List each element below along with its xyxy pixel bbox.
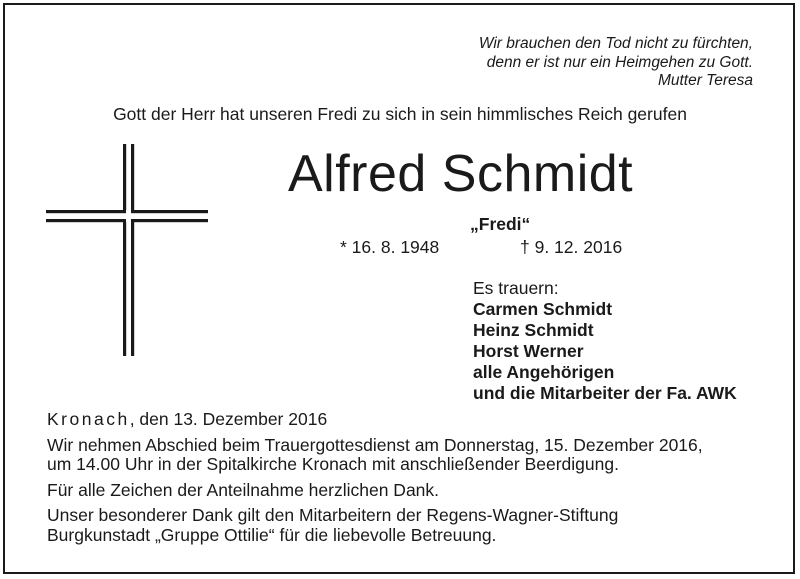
mourners-list <box>473 278 737 404</box>
birth-date: * 16. 8. 1948 <box>340 237 440 257</box>
deceased-name: Alfred Schmidt <box>288 145 634 203</box>
mourners-intro: Es trauern: <box>473 278 559 298</box>
quote <box>479 35 753 91</box>
special-thanks-line: Unser besonderer Dank gilt den Mitarbeitern der Regens-Wagner-Stiftung <box>47 505 619 525</box>
mourner-name: und die Mitarbeiter der Fa. AWK <box>473 383 737 403</box>
mourner-name: Horst Werner <box>473 341 584 361</box>
quote-author: Mutter Teresa <box>657 72 753 89</box>
thanks-line: Für alle Zeichen der Anteilnahme herzlichen Dank. <box>47 479 440 500</box>
date: , den 13. Dezember 2016 <box>129 409 328 429</box>
service-line: Wir nehmen Abschied beim Trauergottesdienst am Donnerstag, 15. Dezember 2016, <box>47 434 703 455</box>
special-thanks-line: Burgkunstadt „Gruppe Ottilie“ für die liebevolle Betreuung. <box>47 524 497 545</box>
mourner-name: alle Angehörigen <box>473 362 615 382</box>
death-date: † 9. 12. 2016 <box>520 237 623 257</box>
notice-body <box>47 410 767 545</box>
service-line: um 14.00 Uhr in der Spitalkirche Kronach mit anschließender Beerdigung. <box>47 454 619 474</box>
place: Kronach <box>47 409 130 429</box>
intro-text: Gott der Herr hat unseren Fredi zu sich in sein himmlisches Reich gerufen <box>113 104 687 124</box>
deceased-nickname: „Fredi“ <box>470 214 531 234</box>
mourner-name: Carmen Schmidt <box>473 299 613 319</box>
place-date <box>47 410 767 430</box>
mourner-name: Heinz Schmidt <box>473 320 594 340</box>
quote-line: denn er ist nur ein Heimgehen zu Gott. <box>486 53 753 71</box>
cross-icon <box>46 144 208 356</box>
quote-line: Wir brauchen den Tod nicht zu fürchten, <box>478 35 753 52</box>
